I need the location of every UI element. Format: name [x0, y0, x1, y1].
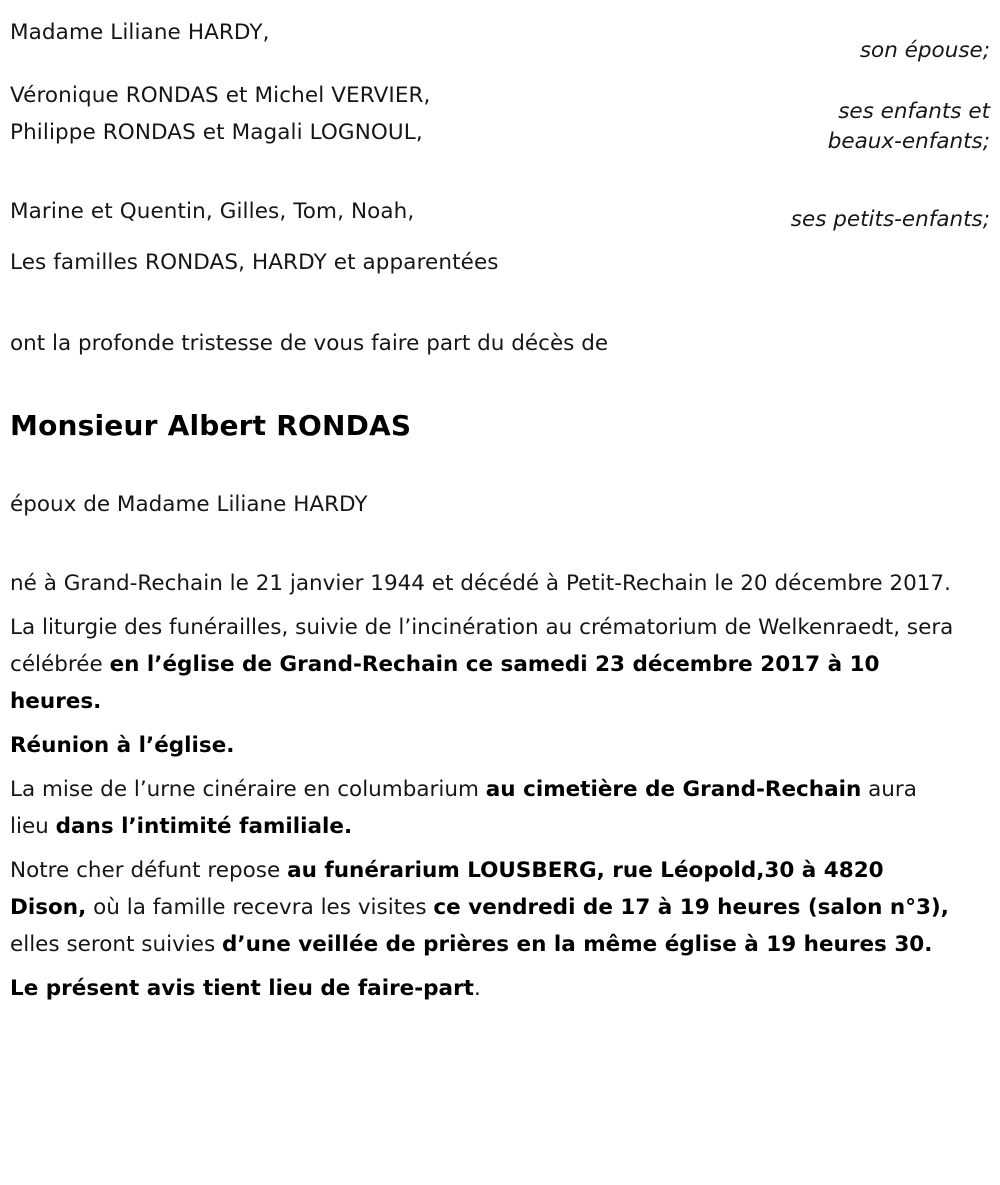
birth-death-text: né à Grand-Rechain le 21 janvier 1944 et décédé à Petit-Rechain le 20 décembre 2017. — [10, 571, 951, 596]
relations-spacer-1 — [10, 51, 995, 77]
paragraph-notice — [10, 970, 962, 1007]
notice-text-plain: . — [473, 976, 481, 1001]
urn-text-plain-2: aura lieu — [10, 777, 917, 839]
relation-row-spouse — [10, 14, 995, 63]
relation-names-children-2: Philippe RONDAS et Magali LOGNOUL, — [10, 120, 423, 145]
relation-names-spouse: Madame Liliane HARDY, — [10, 20, 270, 45]
ceremony-text-bold: en l’église de Grand-Rechain ce samedi 23 décembre 2017 à 10 heures. — [10, 652, 880, 714]
funeral-home-text-bold-1: au funérarium LOUSBERG, rue Léopold,30 à 4820 Dison, — [10, 858, 884, 920]
announcement-body — [10, 565, 995, 1007]
funeral-home-text-plain-1: Notre cher défunt repose — [10, 858, 288, 883]
gathering-text-bold: Réunion à l’église. — [10, 733, 235, 758]
funeral-home-text-plain-2: où la famille recevra les visites — [86, 895, 434, 920]
urn-text-bold-1: au cimetière de Grand-Rechain — [485, 777, 862, 802]
paragraph-urn — [10, 771, 962, 845]
relation-names-grandchildren: Marine et Quentin, Gilles, Tom, Noah, — [10, 199, 415, 224]
paragraph-birth-death — [10, 565, 962, 602]
announcement-intro: ont la profonde tristesse de vous faire part du décès de — [10, 331, 609, 356]
relation-names-families: Les familles RONDAS, HARDY et apparentées — [10, 250, 499, 275]
relations-spacer-2 — [10, 151, 995, 193]
funeral-home-text-bold-2: ce vendredi de 17 à 19 heures (salon n°3), — [433, 895, 949, 920]
relation-qualifier-children-line1: ses enfants et — [838, 99, 990, 124]
deceased-name-heading: Monsieur Albert RONDAS — [10, 409, 412, 442]
relations-section — [10, 0, 995, 281]
urn-text-plain-1: La mise de l’urne cinéraire en columbarium — [10, 777, 486, 802]
ceremony-text-plain: La liturgie des funérailles, suivie de l’incinération au crématorium de Welkenraedt, sera célébrée — [10, 615, 954, 677]
urn-text-bold-2: dans l’intimité familiale. — [55, 814, 353, 839]
funeral-home-text-bold-3: d’une veillée de prières en la même église à 19 heures 30. — [222, 932, 933, 957]
relation-row-families — [10, 244, 995, 281]
paragraph-ceremony — [10, 609, 962, 720]
relation-qualifier-spouse: son épouse; — [859, 38, 990, 63]
relation-qualifier-children — [828, 97, 990, 157]
paragraph-gathering — [10, 727, 962, 764]
relation-qualifier-grandchildren: ses petits-enfants; — [790, 207, 990, 232]
relation-row-grandchildren — [10, 193, 995, 230]
funeral-home-text-plain-3: elles seront suivies — [10, 932, 223, 957]
deceased-spouse-of: époux de Madame Liliane HARDY — [10, 492, 368, 517]
relation-qualifier-children-line2: beaux-enfants; — [827, 129, 990, 154]
relation-row-children — [10, 77, 995, 154]
relation-names-children-1: Véronique RONDAS et Michel VERVIER, — [10, 83, 431, 108]
paragraph-funeral-home — [10, 852, 962, 963]
notice-text-bold: Le présent avis tient lieu de faire-part — [10, 976, 474, 1001]
